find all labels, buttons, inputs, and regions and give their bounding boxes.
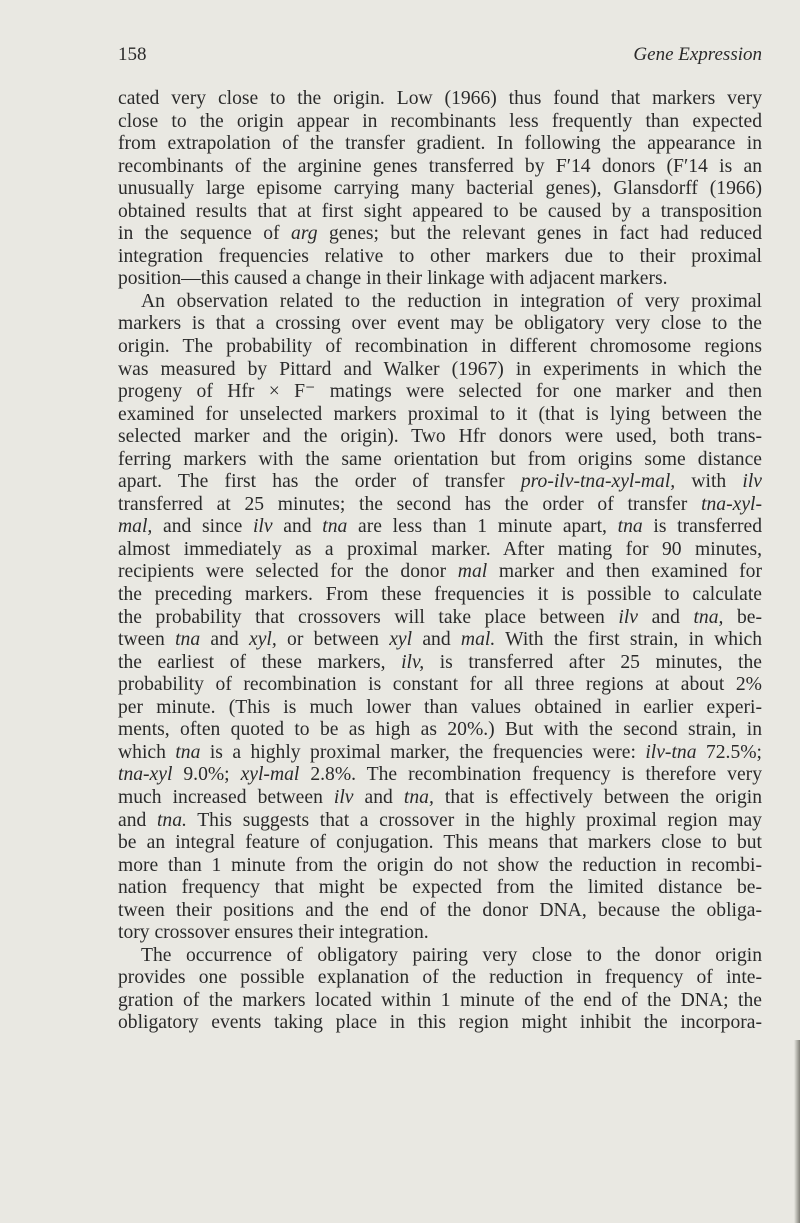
- text-line: [118, 111, 762, 134]
- text-segment: almost immediately as a proximal marker. After mating for 90 minutes,: [118, 538, 762, 560]
- text-segment: origin. The probability of recombination in different chromosome regions: [118, 336, 762, 358]
- text-line: [118, 336, 762, 359]
- text-segment: obtained results that at first sight appeared to be caused by a transposition: [118, 200, 762, 222]
- text-segment: tory crossover ensures their integration.: [118, 922, 429, 944]
- text-segment: cated very close to the origin. Low (1966) thus found that markers very: [118, 88, 762, 109]
- text-line: [118, 990, 762, 1013]
- text-segment: the earliest of these markers,: [118, 651, 402, 673]
- text-segment: be an integral feature of conjugation. This means that markers close to but: [118, 832, 762, 854]
- text-segment: close to the origin appear in recombinants less frequently than expected: [118, 110, 762, 132]
- text-segment: and: [412, 629, 461, 651]
- text-line: [118, 359, 762, 382]
- text-line: [118, 967, 762, 990]
- text-segment: is transferred: [642, 516, 763, 538]
- text-line: [118, 810, 762, 833]
- text-segment: examined for unselected markers proximal to it (that is lying between the: [118, 403, 762, 425]
- text-segment: tween their positions and the end of the donor DNA, because the obliga-: [118, 899, 762, 921]
- text-line: [118, 900, 762, 923]
- text-line: [118, 674, 762, 697]
- italic-term: tna: [175, 741, 201, 763]
- page-number: 158: [118, 44, 147, 65]
- text-segment: much increased between: [118, 786, 334, 808]
- text-segment: ferring markers with the same orientation but from origins some distance: [118, 448, 762, 470]
- text-segment: 2.8%. The recombination frequency is therefore very: [299, 764, 762, 786]
- text-segment: is a highly proximal marker, the frequencies were:: [200, 741, 646, 763]
- text-line: [118, 494, 762, 517]
- text-segment: and: [353, 786, 404, 808]
- italic-term: pro-ilv-tna-xyl-mal,: [520, 471, 676, 493]
- text-segment: An observation related to the reduction in integration of very proximal: [141, 290, 762, 312]
- running-head: [118, 44, 762, 70]
- text-line: [118, 832, 762, 855]
- italic-term: ilv: [742, 471, 763, 493]
- text-segment: ments, often quoted to be as high as 20%.) But with the second strain, in: [118, 719, 762, 741]
- text-segment: 72.5%;: [696, 741, 763, 763]
- text-segment: transferred at 25 minutes; the second has the order of transfer: [118, 493, 702, 515]
- text-line: [118, 313, 762, 336]
- text-line: [118, 88, 762, 111]
- text-segment: is transferred after 25 minutes, the: [424, 651, 762, 673]
- running-title: Gene Expression: [633, 44, 762, 65]
- text-segment: the preceding markers. From these frequencies it is possible to calculate: [118, 584, 762, 606]
- italic-term: ilv-tna: [645, 741, 697, 763]
- text-line: [118, 719, 762, 742]
- text-segment: position—this caused a change in their linkage with adjacent markers.: [118, 268, 668, 290]
- text-segment: selected marker and the origin). Two Hfr donors were used, both trans-: [118, 426, 762, 448]
- text-segment: This suggests that a crossover in the highly proximal region may: [186, 809, 762, 831]
- italic-term: ilv,: [401, 651, 425, 673]
- text-segment: with: [675, 471, 743, 493]
- text-segment: probability of recombination is constant for all three regions at about 2%: [118, 674, 762, 696]
- text-segment: per minute. (This is much lower than values obtained in earlier experi-: [118, 696, 762, 718]
- italic-term: tna: [175, 629, 201, 651]
- text-segment: and: [118, 809, 157, 831]
- italic-term: mal.: [460, 629, 496, 651]
- text-line: [118, 561, 762, 584]
- text-segment: genes; but the relevant genes in fact had reduced: [317, 223, 762, 245]
- text-segment: was measured by Pittard and Walker (1967) in experiments in which the: [118, 358, 762, 380]
- text-line: [118, 945, 762, 968]
- text-line: [118, 629, 762, 652]
- text-segment: unusually large episome carrying many bacterial genes), Glansdorff (1966): [118, 178, 762, 200]
- italic-term: mal,: [118, 516, 153, 538]
- text-line: [118, 697, 762, 720]
- italic-term: tna-xyl: [118, 764, 173, 786]
- text-segment: 9.0%;: [172, 764, 241, 786]
- body-text: [118, 88, 762, 1035]
- text-segment: provides one possible explanation of the reduction in frequency of inte-: [118, 967, 762, 989]
- italic-term: arg: [291, 223, 318, 245]
- text-segment: and since: [152, 516, 253, 538]
- text-segment: in the sequence of: [118, 223, 292, 245]
- text-segment: gration of the markers located within 1 minute of the end of the DNA; the: [118, 989, 762, 1011]
- text-line: [118, 156, 762, 179]
- text-line: [118, 178, 762, 201]
- text-line: [118, 607, 762, 630]
- text-line: [118, 742, 762, 765]
- text-line: [118, 381, 762, 404]
- italic-term: xyl,: [249, 629, 277, 651]
- text-line: [118, 291, 762, 314]
- text-segment: the probability that crossovers will take place between: [118, 606, 619, 628]
- italic-term: tna-xyl-: [701, 493, 762, 515]
- text-segment: obligatory events taking place in this region might inhibit the incorpora-: [118, 1012, 762, 1034]
- italic-term: tna: [617, 516, 643, 538]
- scan-edge-shadow: [794, 1040, 800, 1223]
- text-line: [118, 855, 762, 878]
- text-segment: more than 1 minute from the origin do not show the reduction in recombi-: [118, 854, 762, 876]
- text-line: [118, 877, 762, 900]
- text-segment: and: [272, 516, 323, 538]
- text-segment: be-: [723, 606, 763, 628]
- text-segment: marker and then examined for: [487, 561, 763, 583]
- text-line: [118, 201, 762, 224]
- text-line: [118, 426, 762, 449]
- text-segment: and: [638, 606, 694, 628]
- text-segment: tween: [118, 629, 176, 651]
- text-line: [118, 584, 762, 607]
- text-line: [118, 133, 762, 156]
- text-line: [118, 652, 762, 675]
- text-line: [118, 404, 762, 427]
- text-line: [118, 223, 762, 246]
- italic-term: ilv: [618, 606, 638, 628]
- text-segment: progeny of Hfr × F⁻ matings were selected for one marker and then: [118, 381, 762, 403]
- text-segment: that is effectively between the origin: [433, 786, 762, 808]
- text-segment: markers is that a crossing over event may be obligatory very close to the: [118, 313, 762, 335]
- text-segment: apart. The first has the order of transfer: [118, 471, 521, 493]
- italic-term: tna: [322, 516, 348, 538]
- italic-term: tna.: [156, 809, 187, 831]
- text-segment: recombinants of the arginine genes transferred by F′14 donors (F′14 is an: [118, 155, 762, 177]
- text-segment: from extrapolation of the transfer gradient. In following the appearance in: [118, 133, 762, 155]
- text-segment: The occurrence of obligatory pairing very close to the donor origin: [141, 944, 762, 966]
- text-segment: integration frequencies relative to other markers due to their proximal: [118, 245, 762, 267]
- italic-term: ilv: [333, 786, 354, 808]
- text-segment: With the first strain, in which: [495, 629, 763, 651]
- text-line: [118, 1012, 762, 1035]
- italic-term: xyl-mal: [240, 764, 300, 786]
- text-line: [118, 764, 762, 787]
- italic-term: tna,: [403, 786, 434, 808]
- text-segment: nation frequency that might be expected from the limited distance be-: [118, 877, 762, 899]
- text-line: [118, 516, 762, 539]
- italic-term: xyl: [389, 629, 413, 651]
- text-line: [118, 539, 762, 562]
- text-line: [118, 449, 762, 472]
- italic-term: mal: [457, 561, 488, 583]
- text-line: [118, 246, 762, 269]
- text-segment: recipients were selected for the donor: [118, 561, 458, 583]
- italic-term: tna,: [693, 606, 724, 628]
- text-line: [118, 471, 762, 494]
- text-line: [118, 268, 762, 291]
- text-segment: or between: [276, 629, 390, 651]
- text-segment: which: [118, 741, 176, 763]
- text-line: [118, 787, 762, 810]
- text-segment: are less than 1 minute apart,: [347, 516, 618, 538]
- italic-term: ilv: [252, 516, 273, 538]
- text-segment: and: [200, 629, 249, 651]
- text-line: [118, 922, 762, 945]
